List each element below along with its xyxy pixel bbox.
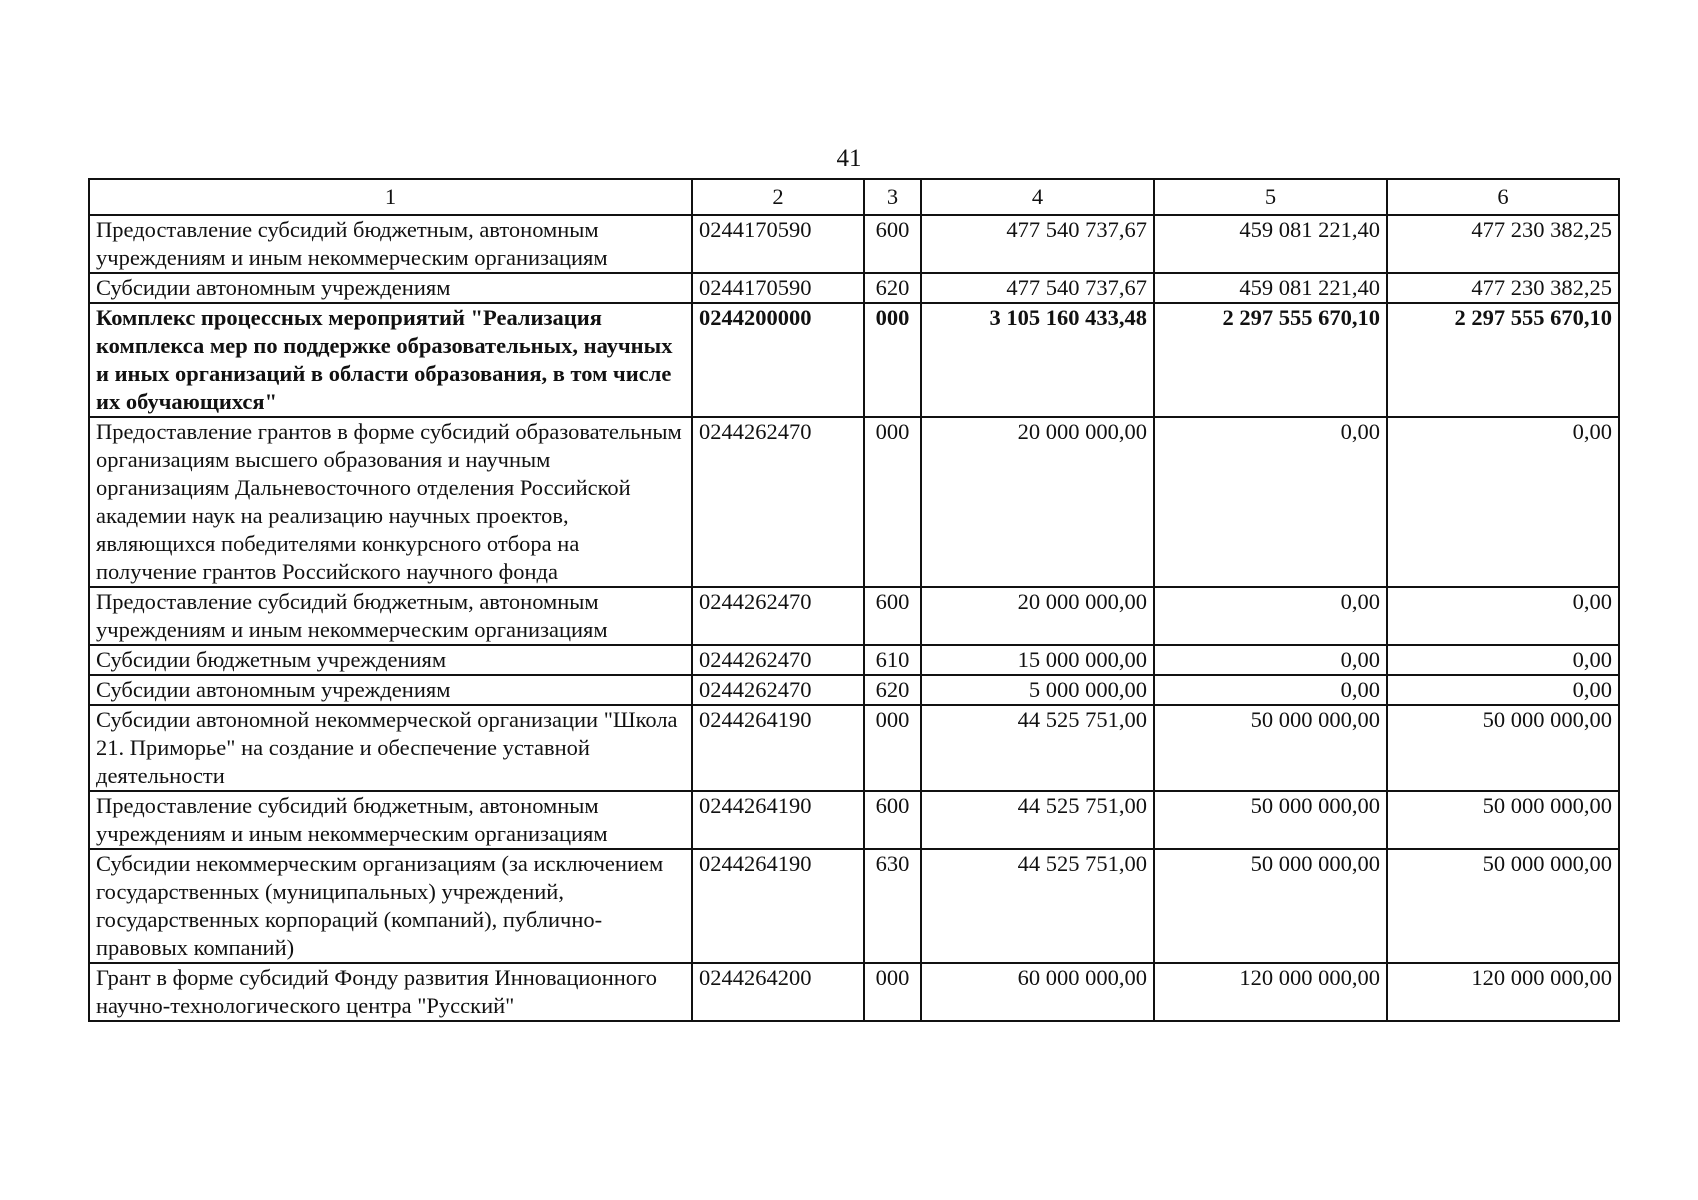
row-amount-col4: 60 000 000,00	[921, 963, 1154, 1021]
row-code: 0244170590	[692, 273, 864, 303]
row-amount-col6: 477 230 382,25	[1387, 273, 1619, 303]
row-amount-col6: 0,00	[1387, 417, 1619, 587]
row-code: 0244262470	[692, 587, 864, 645]
row-name: Субсидии некоммерческим организациям (за исключением государственных (муниципальных) учреждений, государственных корпораций (компаний), публично-правовых компаний)	[89, 849, 692, 963]
row-amount-col5: 459 081 221,40	[1154, 215, 1387, 273]
row-amount-col4: 44 525 751,00	[921, 849, 1154, 963]
row-amount-col6: 50 000 000,00	[1387, 791, 1619, 849]
table-row	[89, 587, 1619, 645]
row-expense-type: 000	[864, 303, 921, 417]
table-row	[89, 675, 1619, 705]
row-code: 0244264200	[692, 963, 864, 1021]
page-number: 41	[836, 145, 862, 172]
row-expense-type: 600	[864, 587, 921, 645]
row-amount-col6: 50 000 000,00	[1387, 849, 1619, 963]
row-amount-col4: 477 540 737,67	[921, 215, 1154, 273]
row-expense-type: 620	[864, 675, 921, 705]
row-amount-col5: 459 081 221,40	[1154, 273, 1387, 303]
row-amount-col6: 477 230 382,25	[1387, 215, 1619, 273]
row-amount-col6: 0,00	[1387, 675, 1619, 705]
table-row	[89, 645, 1619, 675]
table-row	[89, 303, 1619, 417]
row-amount-col4: 5 000 000,00	[921, 675, 1154, 705]
row-name: Грант в форме субсидий Фонду развития Инновационного научно-технологического центра "Русский"	[89, 963, 692, 1021]
row-name: Предоставление грантов в форме субсидий образовательным организациям высшего образования и научным организациям Дальневосточного отделения Российской академии наук на реализацию научных проектов, являющихся победителями конкурсного отбора на получение грантов Российского научного фонда	[89, 417, 692, 587]
row-name: Комплекс процессных мероприятий "Реализация комплекса мер по поддержке образовательных, научных и иных организаций в области образования, в том числе их обучающихся"	[89, 303, 692, 417]
row-amount-col4: 20 000 000,00	[921, 417, 1154, 587]
row-expense-type: 600	[864, 791, 921, 849]
budget-table	[88, 178, 1620, 1022]
row-code: 0244200000	[692, 303, 864, 417]
row-amount-col4: 44 525 751,00	[921, 791, 1154, 849]
table-row	[89, 705, 1619, 791]
row-expense-type: 620	[864, 273, 921, 303]
row-code: 0244262470	[692, 417, 864, 587]
table-row	[89, 215, 1619, 273]
row-name: Предоставление субсидий бюджетным, автономным учреждениям и иным некоммерческим организациям	[89, 791, 692, 849]
row-amount-col6: 2 297 555 670,10	[1387, 303, 1619, 417]
row-expense-type: 000	[864, 417, 921, 587]
row-name: Субсидии автономным учреждениям	[89, 675, 692, 705]
table-row	[89, 417, 1619, 587]
row-name: Предоставление субсидий бюджетным, автономным учреждениям и иным некоммерческим организациям	[89, 215, 692, 273]
column-header-4: 4	[921, 179, 1154, 215]
table-row	[89, 849, 1619, 963]
row-code: 0244262470	[692, 675, 864, 705]
row-amount-col6: 50 000 000,00	[1387, 705, 1619, 791]
row-amount-col5: 0,00	[1154, 417, 1387, 587]
column-header-3: 3	[864, 179, 921, 215]
row-code: 0244264190	[692, 849, 864, 963]
row-amount-col5: 0,00	[1154, 587, 1387, 645]
row-amount-col5: 50 000 000,00	[1154, 791, 1387, 849]
row-code: 0244264190	[692, 791, 864, 849]
row-amount-col4: 20 000 000,00	[921, 587, 1154, 645]
row-expense-type: 600	[864, 215, 921, 273]
column-header-6: 6	[1387, 179, 1619, 215]
row-code: 0244262470	[692, 645, 864, 675]
row-name: Субсидии автономным учреждениям	[89, 273, 692, 303]
row-amount-col5: 120 000 000,00	[1154, 963, 1387, 1021]
row-amount-col5: 0,00	[1154, 675, 1387, 705]
row-amount-col5: 2 297 555 670,10	[1154, 303, 1387, 417]
row-expense-type: 610	[864, 645, 921, 675]
table-row	[89, 963, 1619, 1021]
row-amount-col5: 0,00	[1154, 645, 1387, 675]
row-amount-col6: 120 000 000,00	[1387, 963, 1619, 1021]
table-row	[89, 791, 1619, 849]
table-header-row	[89, 179, 1619, 215]
row-code: 0244170590	[692, 215, 864, 273]
row-amount-col4: 44 525 751,00	[921, 705, 1154, 791]
row-expense-type: 000	[864, 705, 921, 791]
row-amount-col4: 3 105 160 433,48	[921, 303, 1154, 417]
column-header-1: 1	[89, 179, 692, 215]
row-amount-col5: 50 000 000,00	[1154, 705, 1387, 791]
column-header-5: 5	[1154, 179, 1387, 215]
row-amount-col5: 50 000 000,00	[1154, 849, 1387, 963]
row-name: Субсидии бюджетным учреждениям	[89, 645, 692, 675]
row-amount-col6: 0,00	[1387, 587, 1619, 645]
column-header-2: 2	[692, 179, 864, 215]
row-expense-type: 000	[864, 963, 921, 1021]
table-row	[89, 273, 1619, 303]
row-expense-type: 630	[864, 849, 921, 963]
row-name: Предоставление субсидий бюджетным, автономным учреждениям и иным некоммерческим организациям	[89, 587, 692, 645]
row-amount-col4: 477 540 737,67	[921, 273, 1154, 303]
row-amount-col6: 0,00	[1387, 645, 1619, 675]
row-code: 0244264190	[692, 705, 864, 791]
row-amount-col4: 15 000 000,00	[921, 645, 1154, 675]
row-name: Субсидии автономной некоммерческой организации "Школа 21. Приморье" на создание и обеспечение уставной деятельности	[89, 705, 692, 791]
